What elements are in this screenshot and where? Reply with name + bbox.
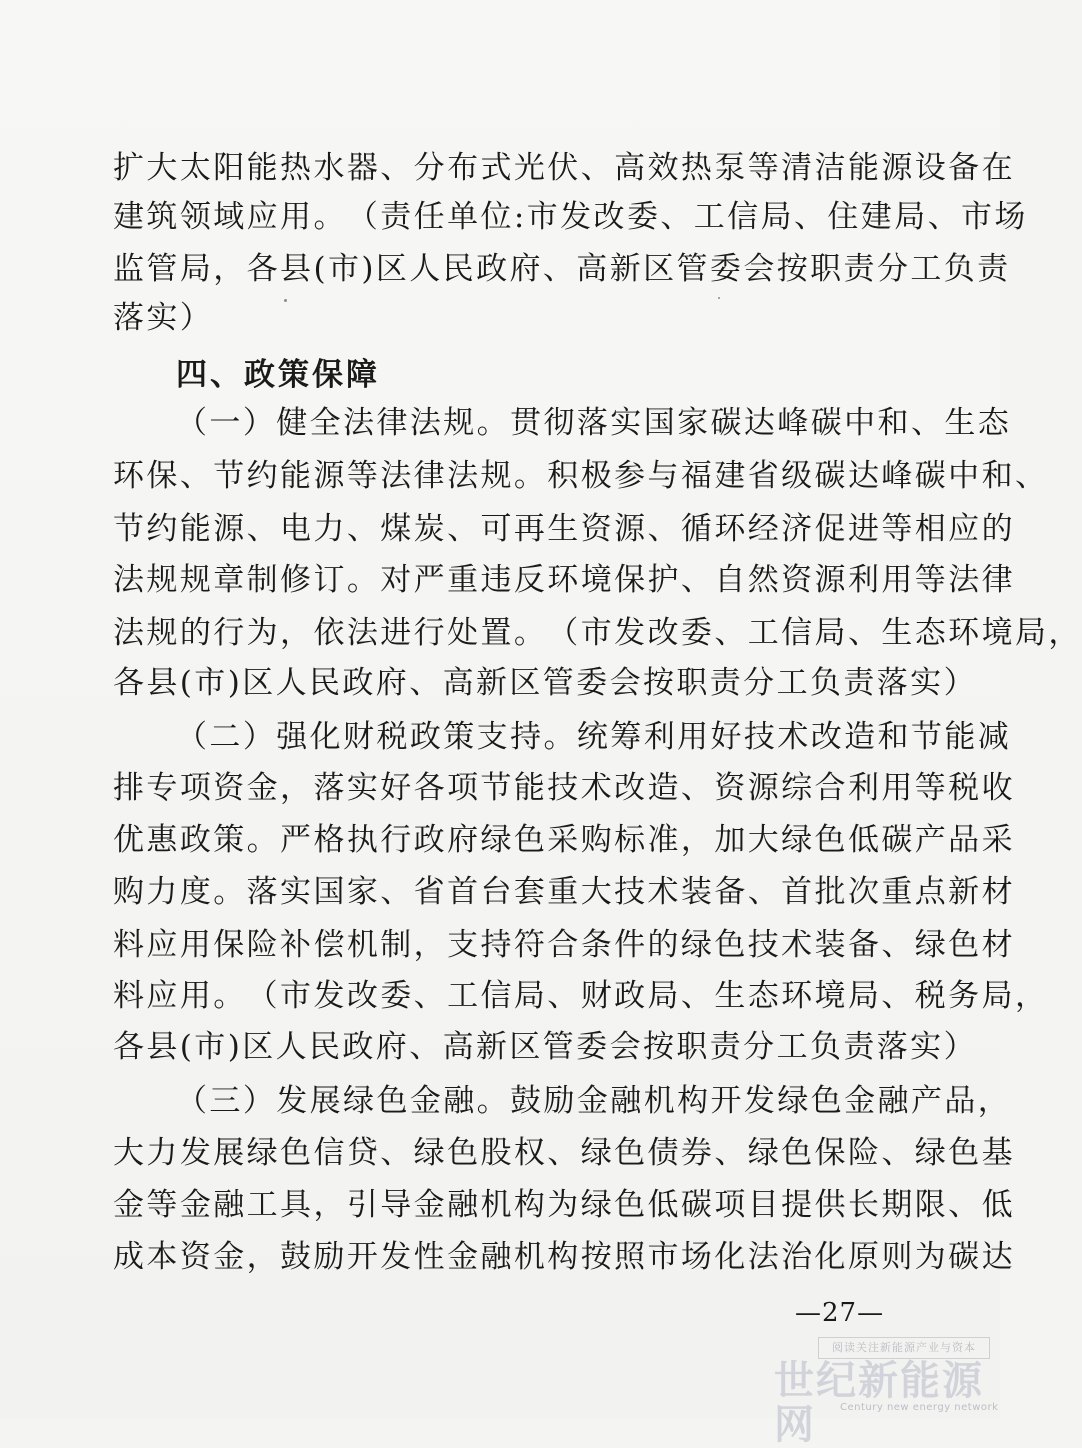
- page-number: —27—: [795, 1298, 885, 1328]
- body-line: 扩 大 太 阳 能 热 水 器 、 分 布 式 光 伏 、 高 效 热 泵 等 清 洁 能 源 设 备 在: [113, 150, 1015, 186]
- body-line: 料 应 用 保 险 补 偿 机 制 ， 支 持 符 合 条 件 的 绿 色 技 术 装 备 、 绿 色 材: [113, 927, 1015, 963]
- watermark-brand-text: 世纪新能源网: [774, 1358, 984, 1448]
- watermark-tagline: 阅读关注新能源产业与资本: [818, 1337, 990, 1359]
- body-line: 各县(市)区人民政府、高新区管委会按职责分工负责落实）: [113, 1029, 977, 1065]
- body-line: 优 惠 政 策 。 严 格 执 行 政 府 绿 色 采 购 标 准 ， 加 大 绿 色 低 碳 产 品 采: [113, 822, 1015, 858]
- body-line: 料 应 用 。 （ 市 发 改 委 、 工 信 局 、 财 政 局 、 生 态 环 境 局 、 税 务 局 ，: [113, 978, 1049, 1014]
- site-watermark: [760, 1325, 1000, 1448]
- body-line: 购 力 度 。 落 实 国 家 、 省 首 台 套 重 大 技 术 装 备 、 首 批 次 重 点 新 材: [113, 874, 1015, 910]
- body-line: 建 筑 领 域 应 用 。 （ 责 任 单 位 : 市 发 改 委 、 工 信 局 、 住 建 局 、 市 场: [113, 199, 1028, 235]
- body-line: 环 保 、 节 约 能 源 等 法 律 法 规 。 积 极 参 与 福 建 省 级 碳 达 峰 碳 中 和 、: [113, 458, 1049, 494]
- body-line: 监 管 局 ， 各 县 ( 市 ) 区 人 民 政 府 、 高 新 区 管 委 会 按 职 责 分 工 负 责: [113, 251, 1011, 287]
- body-line: 节 约 能 源 、 电 力 、 煤 炭 、 可 再 生 资 源 、 循 环 经 济 促 进 等 相 应 的: [113, 511, 1015, 547]
- section-heading: 四、政策保障: [176, 357, 380, 393]
- paragraph-first-line: （ 三 ） 发 展 绿 色 金 融 。 鼓 励 金 融 机 构 开 发 绿 色 金 融 产 品 ，: [176, 1083, 1012, 1119]
- body-line: 法 规 规 章 制 修 订 。 对 严 重 违 反 环 境 保 护 、 自 然 资 源 利 用 等 法 律: [113, 562, 1015, 598]
- body-line: 各县(市)区人民政府、高新区管委会按职责分工负责落实）: [113, 665, 977, 701]
- body-line: 金 等 金 融 工 具 ， 引 导 金 融 机 构 为 绿 色 低 碳 项 目 提 供 长 期 限 、 低: [113, 1187, 1015, 1223]
- body-line: 大 力 发 展 绿 色 信 贷 、 绿 色 股 权 、 绿 色 债 券 、 绿 色 保 险 、 绿 色 基: [113, 1135, 1015, 1171]
- watermark-subtitle: Century new energy network: [840, 1402, 999, 1413]
- body-line: 排 专 项 资 金 ， 落 实 好 各 项 节 能 技 术 改 造 、 资 源 综 合 利 用 等 税 收: [113, 770, 1015, 806]
- body-line: 落实）: [113, 300, 214, 336]
- paragraph-first-line: （ 一 ） 健 全 法 律 法 规 。 贯 彻 落 实 国 家 碳 达 峰 碳 中 和 、 生 态: [176, 405, 1012, 441]
- body-line: 成 本 资 金 ， 鼓 励 开 发 性 金 融 机 构 按 照 市 场 化 法 治 化 原 则 为 碳 达: [113, 1239, 1015, 1275]
- body-line: 法 规 的 行 为 ， 依 法 进 行 处 置 。 （ 市 发 改 委 、 工 信 局 、 生 态 环 境 局 ，: [113, 615, 1082, 651]
- paragraph-first-line: （ 二 ） 强 化 财 税 政 策 支 持 。 统 筹 利 用 好 技 术 改 造 和 节 能 减: [176, 719, 1012, 755]
